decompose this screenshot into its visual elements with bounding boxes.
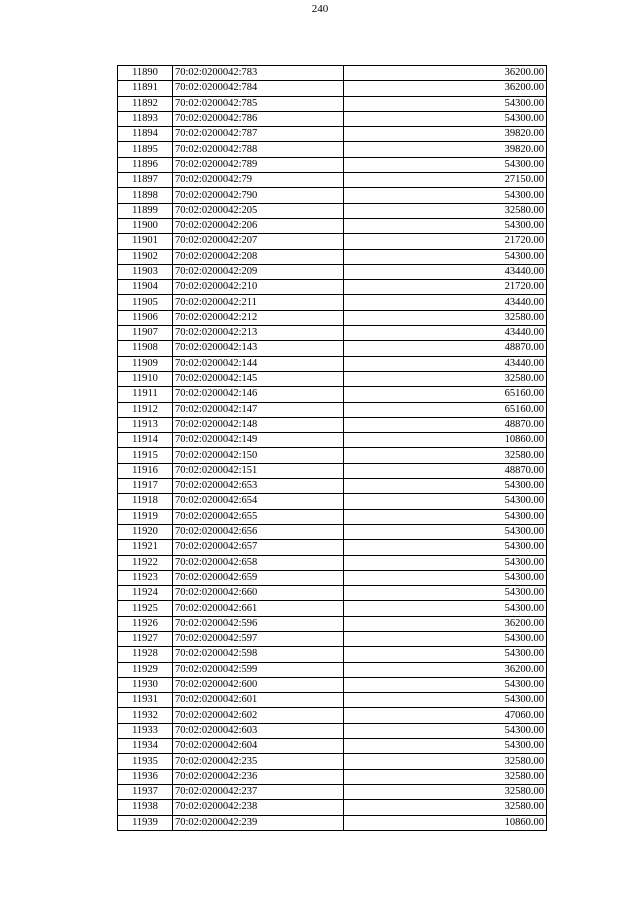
cadastral-number-cell: 70:02:0200042:236 xyxy=(173,769,344,784)
cadastral-number-cell: 70:02:0200042:149 xyxy=(173,433,344,448)
table-row xyxy=(118,524,547,539)
table-row xyxy=(118,448,547,463)
cadastral-number-cell: 70:02:0200042:596 xyxy=(173,616,344,631)
value-cell: 43440.00 xyxy=(344,326,547,341)
cadastral-number-cell: 70:02:0200042:783 xyxy=(173,66,344,81)
cadastral-number-cell: 70:02:0200042:788 xyxy=(173,142,344,157)
table-row xyxy=(118,402,547,417)
row-number-cell: 11891 xyxy=(118,81,173,96)
row-number-cell: 11938 xyxy=(118,800,173,815)
row-number-cell: 11917 xyxy=(118,479,173,494)
table-row xyxy=(118,769,547,784)
row-number-cell: 11915 xyxy=(118,448,173,463)
cadastral-number-cell: 70:02:0200042:657 xyxy=(173,540,344,555)
table-row xyxy=(118,662,547,677)
value-cell: 54300.00 xyxy=(344,494,547,509)
cadastral-number-cell: 70:02:0200042:235 xyxy=(173,754,344,769)
row-number-cell: 11928 xyxy=(118,647,173,662)
row-number-cell: 11907 xyxy=(118,326,173,341)
value-cell: 54300.00 xyxy=(344,601,547,616)
row-number-cell: 11918 xyxy=(118,494,173,509)
cadastral-number-cell: 70:02:0200042:208 xyxy=(173,249,344,264)
row-number-cell: 11906 xyxy=(118,310,173,325)
row-number-cell: 11890 xyxy=(118,66,173,81)
cadastral-number-cell: 70:02:0200042:656 xyxy=(173,524,344,539)
row-number-cell: 11937 xyxy=(118,784,173,799)
row-number-cell: 11892 xyxy=(118,96,173,111)
row-number-cell: 11929 xyxy=(118,662,173,677)
value-cell: 39820.00 xyxy=(344,127,547,142)
row-number-cell: 11939 xyxy=(118,815,173,830)
table-row xyxy=(118,203,547,218)
cadastral-number-cell: 70:02:0200042:151 xyxy=(173,463,344,478)
cadastral-number-cell: 70:02:0200042:143 xyxy=(173,341,344,356)
cadastral-number-cell: 70:02:0200042:147 xyxy=(173,402,344,417)
table-row xyxy=(118,570,547,585)
row-number-cell: 11896 xyxy=(118,157,173,172)
cadastral-number-cell: 70:02:0200042:213 xyxy=(173,326,344,341)
table-row xyxy=(118,586,547,601)
row-number-cell: 11899 xyxy=(118,203,173,218)
value-cell: 36200.00 xyxy=(344,66,547,81)
cadastral-number-cell: 70:02:0200042:789 xyxy=(173,157,344,172)
value-cell: 48870.00 xyxy=(344,417,547,432)
value-cell: 47060.00 xyxy=(344,708,547,723)
value-cell: 43440.00 xyxy=(344,356,547,371)
value-cell: 10860.00 xyxy=(344,433,547,448)
value-cell: 48870.00 xyxy=(344,463,547,478)
value-cell: 32580.00 xyxy=(344,800,547,815)
table-row xyxy=(118,356,547,371)
cadastral-number-cell: 70:02:0200042:790 xyxy=(173,188,344,203)
cadastral-number-cell: 70:02:0200042:661 xyxy=(173,601,344,616)
value-cell: 65160.00 xyxy=(344,402,547,417)
cadastral-number-cell: 70:02:0200042:211 xyxy=(173,295,344,310)
row-number-cell: 11920 xyxy=(118,524,173,539)
table-row xyxy=(118,463,547,478)
row-number-cell: 11931 xyxy=(118,693,173,708)
cadastral-number-cell: 70:02:0200042:598 xyxy=(173,647,344,662)
table-row xyxy=(118,234,547,249)
cadastral-number-cell: 70:02:0200042:212 xyxy=(173,310,344,325)
table-row xyxy=(118,218,547,233)
row-number-cell: 11932 xyxy=(118,708,173,723)
cadastral-number-cell: 70:02:0200042:786 xyxy=(173,111,344,126)
table-row xyxy=(118,249,547,264)
table-row xyxy=(118,815,547,830)
cadastral-number-cell: 70:02:0200042:600 xyxy=(173,677,344,692)
cadastral-number-cell: 70:02:0200042:660 xyxy=(173,586,344,601)
table-row xyxy=(118,66,547,81)
table-row xyxy=(118,111,547,126)
cadastral-number-cell: 70:02:0200042:601 xyxy=(173,693,344,708)
row-number-cell: 11910 xyxy=(118,371,173,386)
value-cell: 36200.00 xyxy=(344,81,547,96)
value-cell: 54300.00 xyxy=(344,524,547,539)
row-number-cell: 11916 xyxy=(118,463,173,478)
row-number-cell: 11914 xyxy=(118,433,173,448)
cadastral-number-cell: 70:02:0200042:655 xyxy=(173,509,344,524)
cadastral-number-cell: 70:02:0200042:145 xyxy=(173,371,344,386)
value-cell: 32580.00 xyxy=(344,769,547,784)
row-number-cell: 11908 xyxy=(118,341,173,356)
value-cell: 54300.00 xyxy=(344,188,547,203)
table-row xyxy=(118,280,547,295)
value-cell: 54300.00 xyxy=(344,647,547,662)
cadastral-number-cell: 70:02:0200042:148 xyxy=(173,417,344,432)
value-cell: 54300.00 xyxy=(344,631,547,646)
cadastral-number-cell: 70:02:0200042:144 xyxy=(173,356,344,371)
cadastral-number-cell: 70:02:0200042:238 xyxy=(173,800,344,815)
cadastral-number-cell: 70:02:0200042:603 xyxy=(173,723,344,738)
value-cell: 32580.00 xyxy=(344,784,547,799)
table-row xyxy=(118,601,547,616)
row-number-cell: 11905 xyxy=(118,295,173,310)
value-cell: 39820.00 xyxy=(344,142,547,157)
cadastral-number-cell: 70:02:0200042:207 xyxy=(173,234,344,249)
row-number-cell: 11935 xyxy=(118,754,173,769)
cadastral-number-cell: 70:02:0200042:146 xyxy=(173,387,344,402)
value-cell: 54300.00 xyxy=(344,96,547,111)
table-row xyxy=(118,387,547,402)
table-row xyxy=(118,264,547,279)
row-number-cell: 11921 xyxy=(118,540,173,555)
cadastral-number-cell: 70:02:0200042:206 xyxy=(173,218,344,233)
table-row xyxy=(118,371,547,386)
value-cell: 54300.00 xyxy=(344,509,547,524)
page-number: 240 xyxy=(311,3,329,15)
row-number-cell: 11922 xyxy=(118,555,173,570)
table-row xyxy=(118,310,547,325)
cadastral-number-cell: 70:02:0200042:209 xyxy=(173,264,344,279)
value-cell: 32580.00 xyxy=(344,448,547,463)
row-number-cell: 11893 xyxy=(118,111,173,126)
value-cell: 32580.00 xyxy=(344,754,547,769)
value-cell: 54300.00 xyxy=(344,586,547,601)
table-row xyxy=(118,173,547,188)
value-cell: 10860.00 xyxy=(344,815,547,830)
cadastral-number-cell: 70:02:0200042:604 xyxy=(173,739,344,754)
table-row xyxy=(118,708,547,723)
value-cell: 54300.00 xyxy=(344,693,547,708)
table-row xyxy=(118,555,547,570)
cadastral-number-cell: 70:02:0200042:784 xyxy=(173,81,344,96)
value-cell: 54300.00 xyxy=(344,570,547,585)
table-row xyxy=(118,739,547,754)
table-row xyxy=(118,784,547,799)
table-row xyxy=(118,631,547,646)
value-cell: 54300.00 xyxy=(344,540,547,555)
row-number-cell: 11894 xyxy=(118,127,173,142)
cadastral-number-cell: 70:02:0200042:659 xyxy=(173,570,344,585)
value-cell: 54300.00 xyxy=(344,479,547,494)
table-row xyxy=(118,800,547,815)
value-cell: 36200.00 xyxy=(344,616,547,631)
value-cell: 21720.00 xyxy=(344,234,547,249)
row-number-cell: 11925 xyxy=(118,601,173,616)
table-row xyxy=(118,142,547,157)
value-cell: 54300.00 xyxy=(344,555,547,570)
table-row xyxy=(118,157,547,172)
table-row xyxy=(118,677,547,692)
value-cell: 54300.00 xyxy=(344,111,547,126)
value-cell: 43440.00 xyxy=(344,264,547,279)
row-number-cell: 11924 xyxy=(118,586,173,601)
row-number-cell: 11895 xyxy=(118,142,173,157)
value-cell: 32580.00 xyxy=(344,310,547,325)
value-cell: 54300.00 xyxy=(344,677,547,692)
cadastral-number-cell: 70:02:0200042:205 xyxy=(173,203,344,218)
cadastral-number-cell: 70:02:0200042:210 xyxy=(173,280,344,295)
table-row xyxy=(118,433,547,448)
value-cell: 54300.00 xyxy=(344,249,547,264)
table-row xyxy=(118,188,547,203)
cadastral-number-cell: 70:02:0200042:653 xyxy=(173,479,344,494)
value-cell: 48870.00 xyxy=(344,341,547,356)
row-number-cell: 11904 xyxy=(118,280,173,295)
value-cell: 54300.00 xyxy=(344,218,547,233)
row-number-cell: 11903 xyxy=(118,264,173,279)
value-cell: 54300.00 xyxy=(344,723,547,738)
row-number-cell: 11927 xyxy=(118,631,173,646)
table-row xyxy=(118,341,547,356)
row-number-cell: 11911 xyxy=(118,387,173,402)
cadastral-number-cell: 70:02:0200042:239 xyxy=(173,815,344,830)
value-cell: 21720.00 xyxy=(344,280,547,295)
row-number-cell: 11926 xyxy=(118,616,173,631)
cadastral-value-table xyxy=(117,65,547,831)
table-row xyxy=(118,417,547,432)
cadastral-number-cell: 70:02:0200042:658 xyxy=(173,555,344,570)
cadastral-number-cell: 70:02:0200042:602 xyxy=(173,708,344,723)
table-row xyxy=(118,326,547,341)
table-row xyxy=(118,754,547,769)
row-number-cell: 11913 xyxy=(118,417,173,432)
row-number-cell: 11930 xyxy=(118,677,173,692)
table-row xyxy=(118,616,547,631)
table-body xyxy=(118,66,547,831)
table-row xyxy=(118,127,547,142)
value-cell: 54300.00 xyxy=(344,157,547,172)
cadastral-number-cell: 70:02:0200042:785 xyxy=(173,96,344,111)
row-number-cell: 11919 xyxy=(118,509,173,524)
table-row xyxy=(118,723,547,738)
cadastral-number-cell: 70:02:0200042:654 xyxy=(173,494,344,509)
value-cell: 27150.00 xyxy=(344,173,547,188)
value-cell: 36200.00 xyxy=(344,662,547,677)
value-cell: 54300.00 xyxy=(344,739,547,754)
row-number-cell: 11897 xyxy=(118,173,173,188)
row-number-cell: 11902 xyxy=(118,249,173,264)
row-number-cell: 11898 xyxy=(118,188,173,203)
table-row xyxy=(118,81,547,96)
row-number-cell: 11901 xyxy=(118,234,173,249)
row-number-cell: 11912 xyxy=(118,402,173,417)
table-row xyxy=(118,96,547,111)
value-cell: 32580.00 xyxy=(344,371,547,386)
cadastral-number-cell: 70:02:0200042:79 xyxy=(173,173,344,188)
cadastral-number-cell: 70:02:0200042:150 xyxy=(173,448,344,463)
table-row xyxy=(118,540,547,555)
cadastral-number-cell: 70:02:0200042:599 xyxy=(173,662,344,677)
value-cell: 32580.00 xyxy=(344,203,547,218)
table-row xyxy=(118,494,547,509)
value-cell: 43440.00 xyxy=(344,295,547,310)
row-number-cell: 11909 xyxy=(118,356,173,371)
row-number-cell: 11900 xyxy=(118,218,173,233)
table-row xyxy=(118,479,547,494)
row-number-cell: 11933 xyxy=(118,723,173,738)
cadastral-number-cell: 70:02:0200042:597 xyxy=(173,631,344,646)
cadastral-number-cell: 70:02:0200042:237 xyxy=(173,784,344,799)
table-row xyxy=(118,647,547,662)
table-row xyxy=(118,295,547,310)
table-row xyxy=(118,509,547,524)
row-number-cell: 11923 xyxy=(118,570,173,585)
cadastral-number-cell: 70:02:0200042:787 xyxy=(173,127,344,142)
row-number-cell: 11934 xyxy=(118,739,173,754)
row-number-cell: 11936 xyxy=(118,769,173,784)
value-cell: 65160.00 xyxy=(344,387,547,402)
table-row xyxy=(118,693,547,708)
